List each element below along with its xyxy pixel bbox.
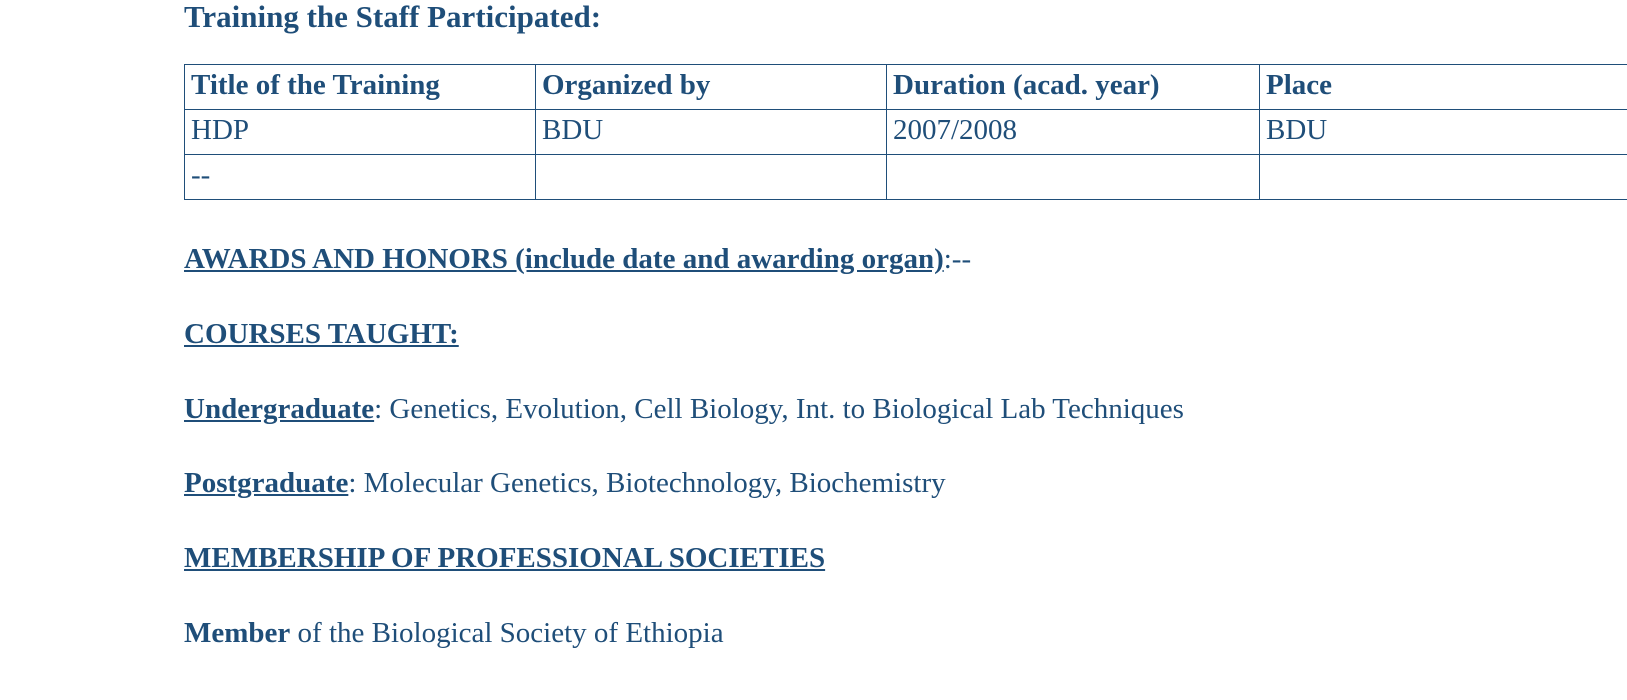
table-cell-organized-by — [536, 155, 887, 200]
table-cell-duration: 2007/2008 — [887, 110, 1260, 155]
table-cell-title: -- — [185, 155, 536, 200]
postgraduate-label: Postgraduate — [184, 467, 349, 500]
postgraduate-line — [184, 466, 1627, 501]
awards-section — [184, 242, 1627, 277]
table-header-duration: Duration (acad. year) — [887, 65, 1260, 110]
member-value: of the Biological Society of Ethiopia — [290, 617, 724, 650]
table-cell-place: BDU — [1260, 110, 1627, 155]
awards-heading: AWARDS AND HONORS (include date and awarding organ) — [184, 243, 944, 276]
awards-value: :-- — [943, 243, 972, 276]
training-table — [184, 64, 1627, 200]
table-cell-title: HDP — [185, 110, 536, 155]
membership-heading: MEMBERSHIP OF PROFESSIONAL SOCIETIES — [184, 542, 826, 575]
table-row — [185, 155, 1627, 200]
undergraduate-label: Undergraduate — [184, 392, 375, 425]
courses-section — [184, 317, 1627, 352]
table-header-organized-by: Organized by — [536, 65, 887, 110]
courses-heading: COURSES TAUGHT: — [184, 317, 459, 350]
membership-section — [184, 541, 1627, 576]
member-label: Member — [184, 617, 291, 650]
page-title: Training the Staff Participated: — [184, 0, 602, 34]
document-content — [184, 0, 1627, 651]
table-cell-organized-by: BDU — [536, 110, 887, 155]
table-row — [185, 110, 1627, 155]
postgraduate-value: : Molecular Genetics, Biotechnology, Biochemistry — [348, 467, 946, 500]
table-cell-place — [1260, 155, 1627, 200]
member-line — [184, 616, 1627, 651]
table-header-title: Title of the Training — [185, 65, 536, 110]
table-header-row — [185, 65, 1627, 110]
table-header-place: Place — [1260, 65, 1627, 110]
undergraduate-value: : Genetics, Evolution, Cell Biology, Int. to Biological Lab Techniques — [374, 392, 1184, 425]
table-cell-duration — [887, 155, 1260, 200]
undergraduate-line — [184, 392, 1627, 427]
